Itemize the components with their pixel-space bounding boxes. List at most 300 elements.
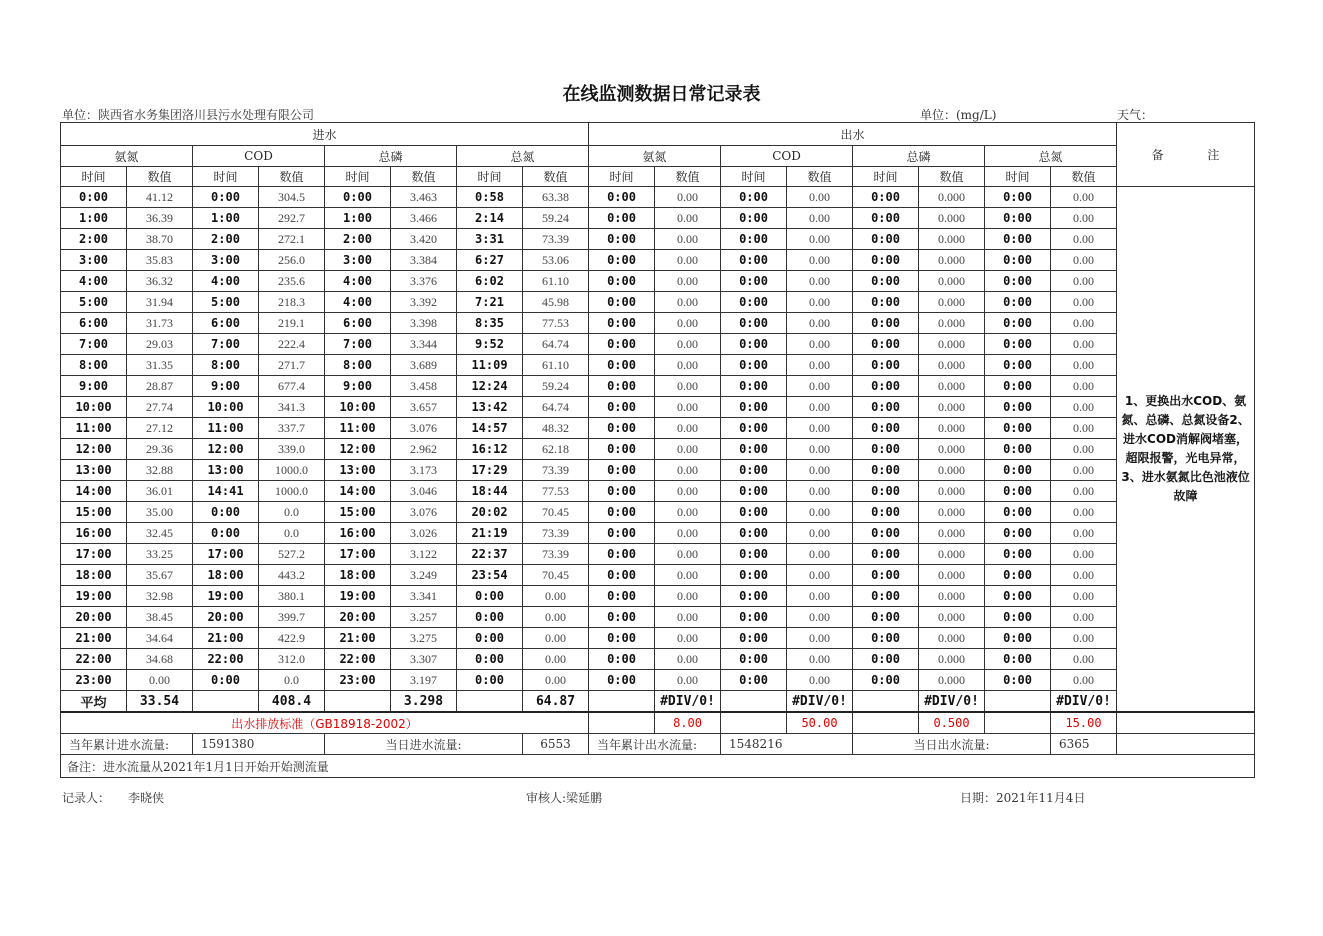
value-cell: 77.53: [523, 481, 589, 502]
value-cell: 0.00: [787, 418, 853, 439]
value-cell: 3.122: [391, 544, 457, 565]
time-cell: 0:00: [721, 649, 787, 670]
time-cell: 0:00: [853, 229, 919, 250]
time-cell: 13:00: [193, 460, 259, 481]
table-row: [61, 187, 1255, 208]
value-cell: 0.00: [787, 628, 853, 649]
remarks-text: 1、更换出水COD、氨氮、总磷、总氮设备2、进水COD消解阀堵塞，超限报警，光电异常，3、进水氨氮比色池液位故障: [1117, 187, 1255, 713]
table-row: [61, 649, 1255, 670]
value-cell: 0.000: [919, 418, 985, 439]
value-cell: 339.0: [259, 439, 325, 460]
value-cell: 0.00: [1051, 565, 1117, 586]
value-cell: 312.0: [259, 649, 325, 670]
value-cell: 0.000: [919, 565, 985, 586]
time-cell: 0:00: [721, 481, 787, 502]
table-row: [61, 292, 1255, 313]
time-cell: 0:00: [985, 313, 1051, 334]
time-cell: 2:00: [193, 229, 259, 250]
year-outflow-value: 1548216: [721, 734, 853, 755]
value-column-header: 数值: [259, 167, 325, 187]
time-cell: 0:00: [457, 628, 523, 649]
value-cell: 0.000: [919, 229, 985, 250]
discharge-standard-value: 50.00: [787, 712, 853, 734]
value-cell: 0.00: [655, 586, 721, 607]
value-cell: 0.00: [787, 208, 853, 229]
value-cell: 0.00: [523, 649, 589, 670]
value-cell: 0.00: [655, 313, 721, 334]
time-cell: 11:00: [61, 418, 127, 439]
time-cell: 0:00: [985, 229, 1051, 250]
time-cell: 0:00: [853, 334, 919, 355]
time-cell: 1:00: [193, 208, 259, 229]
time-cell: 0:00: [853, 460, 919, 481]
value-cell: 304.5: [259, 187, 325, 208]
time-cell: 18:00: [193, 565, 259, 586]
value-cell: 3.689: [391, 355, 457, 376]
value-cell: 61.10: [523, 355, 589, 376]
value-cell: 3.657: [391, 397, 457, 418]
value-cell: 31.35: [127, 355, 193, 376]
table-row: [61, 376, 1255, 397]
value-cell: 3.046: [391, 481, 457, 502]
time-cell: 1:00: [325, 208, 391, 229]
time-cell: 8:00: [193, 355, 259, 376]
discharge-standard-label: 出水排放标准（GB18918-2002）: [61, 712, 589, 734]
value-cell: 0.00: [655, 649, 721, 670]
value-cell: 0.00: [655, 334, 721, 355]
day-inflow-label: 当日进水流量:: [325, 734, 523, 755]
average-row: [61, 691, 1255, 713]
value-cell: 0.00: [655, 418, 721, 439]
value-cell: 0.000: [919, 460, 985, 481]
time-cell: 0:00: [721, 313, 787, 334]
value-cell: 3.341: [391, 586, 457, 607]
value-cell: 0.000: [919, 544, 985, 565]
value-cell: 0.00: [655, 439, 721, 460]
time-cell: 9:00: [61, 376, 127, 397]
time-cell: 3:00: [193, 250, 259, 271]
param-header-outlet-tn: 总氮: [985, 146, 1117, 167]
average-value: #DIV/0!: [1051, 691, 1117, 713]
time-cell: 0:00: [853, 586, 919, 607]
value-cell: 28.87: [127, 376, 193, 397]
value-cell: 0.00: [655, 502, 721, 523]
time-cell: 12:00: [325, 439, 391, 460]
table-row: [61, 208, 1255, 229]
value-cell: 3.384: [391, 250, 457, 271]
average-value: 33.54: [127, 691, 193, 713]
value-cell: 422.9: [259, 628, 325, 649]
time-cell: 0:00: [589, 418, 655, 439]
time-cell: 0:00: [985, 586, 1051, 607]
time-cell: 16:12: [457, 439, 523, 460]
time-cell: 0:00: [985, 292, 1051, 313]
time-cell: 0:00: [721, 502, 787, 523]
value-column-header: 数值: [523, 167, 589, 187]
time-cell: 0:00: [853, 565, 919, 586]
section-inlet: 进水: [61, 123, 589, 146]
time-cell: 23:54: [457, 565, 523, 586]
time-cell: 22:00: [325, 649, 391, 670]
value-cell: 0.00: [787, 523, 853, 544]
value-cell: 0.00: [655, 460, 721, 481]
time-cell: 15:00: [325, 502, 391, 523]
empty-cell: [853, 691, 919, 713]
value-cell: 0.00: [787, 607, 853, 628]
time-cell: 17:00: [325, 544, 391, 565]
empty-cell: [193, 691, 259, 713]
time-cell: 3:00: [61, 250, 127, 271]
time-cell: 0:00: [985, 460, 1051, 481]
time-cell: 0:00: [721, 208, 787, 229]
time-cell: 0:00: [589, 355, 655, 376]
time-cell: 0:00: [589, 607, 655, 628]
value-cell: 3.420: [391, 229, 457, 250]
time-cell: 0:00: [589, 502, 655, 523]
weather-label: 天气：: [1117, 108, 1154, 122]
time-cell: 0:00: [193, 670, 259, 691]
time-cell: 0:00: [721, 460, 787, 481]
value-cell: 32.98: [127, 586, 193, 607]
time-cell: 22:37: [457, 544, 523, 565]
time-cell: 0:00: [721, 271, 787, 292]
time-cell: 0:00: [457, 586, 523, 607]
time-cell: 6:00: [61, 313, 127, 334]
time-cell: 0:00: [589, 544, 655, 565]
value-cell: 218.3: [259, 292, 325, 313]
value-cell: 3.275: [391, 628, 457, 649]
value-cell: 337.7: [259, 418, 325, 439]
time-column-header: 时间: [985, 167, 1051, 187]
time-cell: 22:00: [61, 649, 127, 670]
flow-row: [61, 734, 1255, 755]
param-header-outlet-tp: 总磷: [853, 146, 985, 167]
table-row: [61, 481, 1255, 502]
value-cell: 0.000: [919, 586, 985, 607]
value-cell: 0.00: [523, 586, 589, 607]
value-cell: 677.4: [259, 376, 325, 397]
average-value: 408.4: [259, 691, 325, 713]
value-cell: 73.39: [523, 544, 589, 565]
time-cell: 0:00: [985, 376, 1051, 397]
value-cell: 527.2: [259, 544, 325, 565]
time-cell: 0:00: [589, 250, 655, 271]
value-cell: 29.03: [127, 334, 193, 355]
time-cell: 5:00: [61, 292, 127, 313]
time-cell: 0:00: [721, 670, 787, 691]
value-cell: 0.00: [787, 271, 853, 292]
time-cell: 0:00: [721, 376, 787, 397]
value-cell: 0.000: [919, 523, 985, 544]
value-cell: 0.00: [655, 208, 721, 229]
value-cell: 3.076: [391, 502, 457, 523]
value-cell: 0.000: [919, 250, 985, 271]
time-cell: 4:00: [193, 271, 259, 292]
recorder-name: 李晓侠: [128, 791, 165, 805]
time-cell: 6:00: [325, 313, 391, 334]
value-cell: 0.000: [919, 376, 985, 397]
year-inflow-value: 1591380: [193, 734, 325, 755]
value-cell: 0.00: [787, 586, 853, 607]
param-header-outlet-cod: COD: [721, 146, 853, 167]
time-cell: 17:00: [61, 544, 127, 565]
time-cell: 0:00: [985, 523, 1051, 544]
day-outflow-label: 当日出水流量:: [853, 734, 1051, 755]
value-cell: 70.45: [523, 502, 589, 523]
empty-cell: [1117, 734, 1255, 755]
table-row: [61, 313, 1255, 334]
time-column-header: 时间: [721, 167, 787, 187]
table-row: [61, 502, 1255, 523]
time-cell: 0:00: [853, 439, 919, 460]
flow-note: 备注：进水流量从2021年1月1日开始开始测流量: [61, 755, 1255, 778]
time-cell: 23:00: [325, 670, 391, 691]
value-cell: 0.00: [1051, 460, 1117, 481]
value-cell: 63.38: [523, 187, 589, 208]
time-cell: 0:00: [589, 376, 655, 397]
time-cell: 12:00: [193, 439, 259, 460]
value-cell: 45.98: [523, 292, 589, 313]
time-column-header: 时间: [457, 167, 523, 187]
time-cell: 0:00: [589, 187, 655, 208]
time-cell: 2:00: [61, 229, 127, 250]
time-cell: 2:00: [325, 229, 391, 250]
value-column-header: 数值: [787, 167, 853, 187]
value-cell: 3.249: [391, 565, 457, 586]
time-cell: 14:41: [193, 481, 259, 502]
value-cell: 0.000: [919, 334, 985, 355]
value-cell: 3.026: [391, 523, 457, 544]
time-cell: 6:00: [193, 313, 259, 334]
time-cell: 0:00: [721, 355, 787, 376]
empty-cell: [1117, 712, 1255, 734]
time-cell: 0:00: [589, 523, 655, 544]
value-cell: 35.83: [127, 250, 193, 271]
value-cell: 0.000: [919, 649, 985, 670]
value-column-header: 数值: [127, 167, 193, 187]
value-cell: 59.24: [523, 376, 589, 397]
section-outlet: 出水: [589, 123, 1117, 146]
time-cell: 0:00: [721, 229, 787, 250]
param-header-outlet-nh3n: 氨氮: [589, 146, 721, 167]
value-cell: 0.00: [1051, 229, 1117, 250]
value-cell: 272.1: [259, 229, 325, 250]
recorder-label: 记录人：: [62, 791, 111, 805]
value-cell: 0.0: [259, 502, 325, 523]
time-cell: 0:00: [853, 670, 919, 691]
time-cell: 10:00: [325, 397, 391, 418]
value-cell: 36.39: [127, 208, 193, 229]
time-cell: 10:00: [193, 397, 259, 418]
time-cell: 0:00: [853, 523, 919, 544]
time-cell: 18:00: [61, 565, 127, 586]
value-cell: 36.32: [127, 271, 193, 292]
time-cell: 9:00: [325, 376, 391, 397]
time-cell: 0:00: [853, 313, 919, 334]
value-cell: 33.25: [127, 544, 193, 565]
time-cell: 0:00: [853, 502, 919, 523]
table-row: [61, 229, 1255, 250]
value-cell: 0.00: [1051, 670, 1117, 691]
time-cell: 2:14: [457, 208, 523, 229]
table-row: [61, 523, 1255, 544]
time-cell: 0:00: [985, 355, 1051, 376]
time-column-header: 时间: [61, 167, 127, 187]
time-cell: 7:21: [457, 292, 523, 313]
value-column-header: 数值: [919, 167, 985, 187]
value-cell: 0.000: [919, 313, 985, 334]
value-cell: 0.000: [919, 271, 985, 292]
value-cell: 0.00: [787, 649, 853, 670]
time-cell: 13:42: [457, 397, 523, 418]
value-cell: 380.1: [259, 586, 325, 607]
value-cell: 0.00: [1051, 418, 1117, 439]
value-cell: 0.00: [1051, 523, 1117, 544]
table-row: [61, 628, 1255, 649]
value-cell: 34.64: [127, 628, 193, 649]
time-cell: 0:00: [589, 586, 655, 607]
discharge-standard-value: 0.500: [919, 712, 985, 734]
time-cell: 0:00: [985, 607, 1051, 628]
time-cell: 0:00: [325, 187, 391, 208]
value-cell: 256.0: [259, 250, 325, 271]
value-cell: 0.00: [655, 565, 721, 586]
value-cell: 0.00: [655, 355, 721, 376]
value-cell: 0.00: [655, 481, 721, 502]
time-cell: 0:00: [589, 229, 655, 250]
value-cell: 2.962: [391, 439, 457, 460]
time-cell: 16:00: [61, 523, 127, 544]
time-cell: 12:24: [457, 376, 523, 397]
value-cell: 341.3: [259, 397, 325, 418]
time-cell: 20:00: [193, 607, 259, 628]
value-cell: 443.2: [259, 565, 325, 586]
time-cell: 22:00: [193, 649, 259, 670]
value-cell: 73.39: [523, 523, 589, 544]
time-column-header: 时间: [193, 167, 259, 187]
value-cell: 3.458: [391, 376, 457, 397]
time-cell: 0:00: [721, 607, 787, 628]
time-cell: 0:00: [985, 271, 1051, 292]
time-cell: 17:29: [457, 460, 523, 481]
value-cell: 73.39: [523, 229, 589, 250]
time-cell: 5:00: [193, 292, 259, 313]
table-row: [61, 355, 1255, 376]
value-cell: 1000.0: [259, 481, 325, 502]
time-cell: 0:00: [589, 397, 655, 418]
table-row: [61, 418, 1255, 439]
value-cell: 0.00: [787, 397, 853, 418]
time-cell: 13:00: [325, 460, 391, 481]
time-cell: 21:00: [325, 628, 391, 649]
value-cell: 0.000: [919, 670, 985, 691]
time-cell: 0:00: [589, 208, 655, 229]
value-cell: 0.00: [1051, 313, 1117, 334]
time-cell: 18:44: [457, 481, 523, 502]
value-cell: 0.000: [919, 607, 985, 628]
empty-cell: [985, 712, 1051, 734]
value-column-header: 数值: [391, 167, 457, 187]
value-cell: 0.00: [1051, 481, 1117, 502]
value-cell: 0.00: [655, 229, 721, 250]
value-cell: 271.7: [259, 355, 325, 376]
time-cell: 0:00: [853, 250, 919, 271]
value-cell: 0.00: [1051, 376, 1117, 397]
table-row: [61, 271, 1255, 292]
value-column-header: 数值: [1051, 167, 1117, 187]
time-cell: 0:00: [589, 439, 655, 460]
value-cell: 0.00: [655, 544, 721, 565]
time-cell: 0:00: [721, 586, 787, 607]
value-cell: 0.000: [919, 292, 985, 313]
time-cell: 0:00: [193, 523, 259, 544]
table-row: [61, 250, 1255, 271]
time-cell: 9:00: [193, 376, 259, 397]
note-row: [61, 755, 1255, 778]
value-cell: 3.307: [391, 649, 457, 670]
time-cell: 11:09: [457, 355, 523, 376]
time-cell: 0:00: [985, 502, 1051, 523]
value-column-header: 数值: [655, 167, 721, 187]
value-cell: 62.18: [523, 439, 589, 460]
time-cell: 0:00: [985, 418, 1051, 439]
value-cell: 0.00: [1051, 355, 1117, 376]
time-cell: 0:00: [853, 418, 919, 439]
value-cell: 0.00: [1051, 250, 1117, 271]
value-cell: 3.398: [391, 313, 457, 334]
time-cell: 8:35: [457, 313, 523, 334]
time-cell: 0:00: [721, 187, 787, 208]
time-cell: 0:00: [589, 292, 655, 313]
time-cell: 7:00: [193, 334, 259, 355]
time-cell: 0:00: [61, 187, 127, 208]
time-cell: 10:00: [61, 397, 127, 418]
value-cell: 38.45: [127, 607, 193, 628]
monitoring-table: [60, 122, 1255, 778]
time-cell: 0:00: [589, 460, 655, 481]
reviewer: 审核人:梁延鹏: [526, 791, 603, 805]
value-cell: 3.173: [391, 460, 457, 481]
time-cell: 4:00: [325, 271, 391, 292]
average-value: #DIV/0!: [919, 691, 985, 713]
time-cell: 21:19: [457, 523, 523, 544]
value-cell: 399.7: [259, 607, 325, 628]
param-header-inlet-tp: 总磷: [325, 146, 457, 167]
time-cell: 3:31: [457, 229, 523, 250]
value-cell: 3.344: [391, 334, 457, 355]
empty-cell: [853, 712, 919, 734]
value-cell: 27.12: [127, 418, 193, 439]
time-cell: 18:00: [325, 565, 391, 586]
time-cell: 6:27: [457, 250, 523, 271]
time-cell: 0:00: [985, 670, 1051, 691]
average-value: 3.298: [391, 691, 457, 713]
empty-cell: [457, 691, 523, 713]
value-cell: 32.45: [127, 523, 193, 544]
value-cell: 64.74: [523, 334, 589, 355]
time-cell: 0:00: [457, 649, 523, 670]
value-cell: 0.00: [1051, 502, 1117, 523]
value-cell: 235.6: [259, 271, 325, 292]
time-cell: 0:00: [853, 544, 919, 565]
value-cell: 36.01: [127, 481, 193, 502]
time-cell: 0:00: [853, 355, 919, 376]
time-cell: 0:00: [721, 544, 787, 565]
value-cell: 0.00: [655, 670, 721, 691]
value-cell: 32.88: [127, 460, 193, 481]
table-row: [61, 607, 1255, 628]
time-column-header: 时间: [589, 167, 655, 187]
